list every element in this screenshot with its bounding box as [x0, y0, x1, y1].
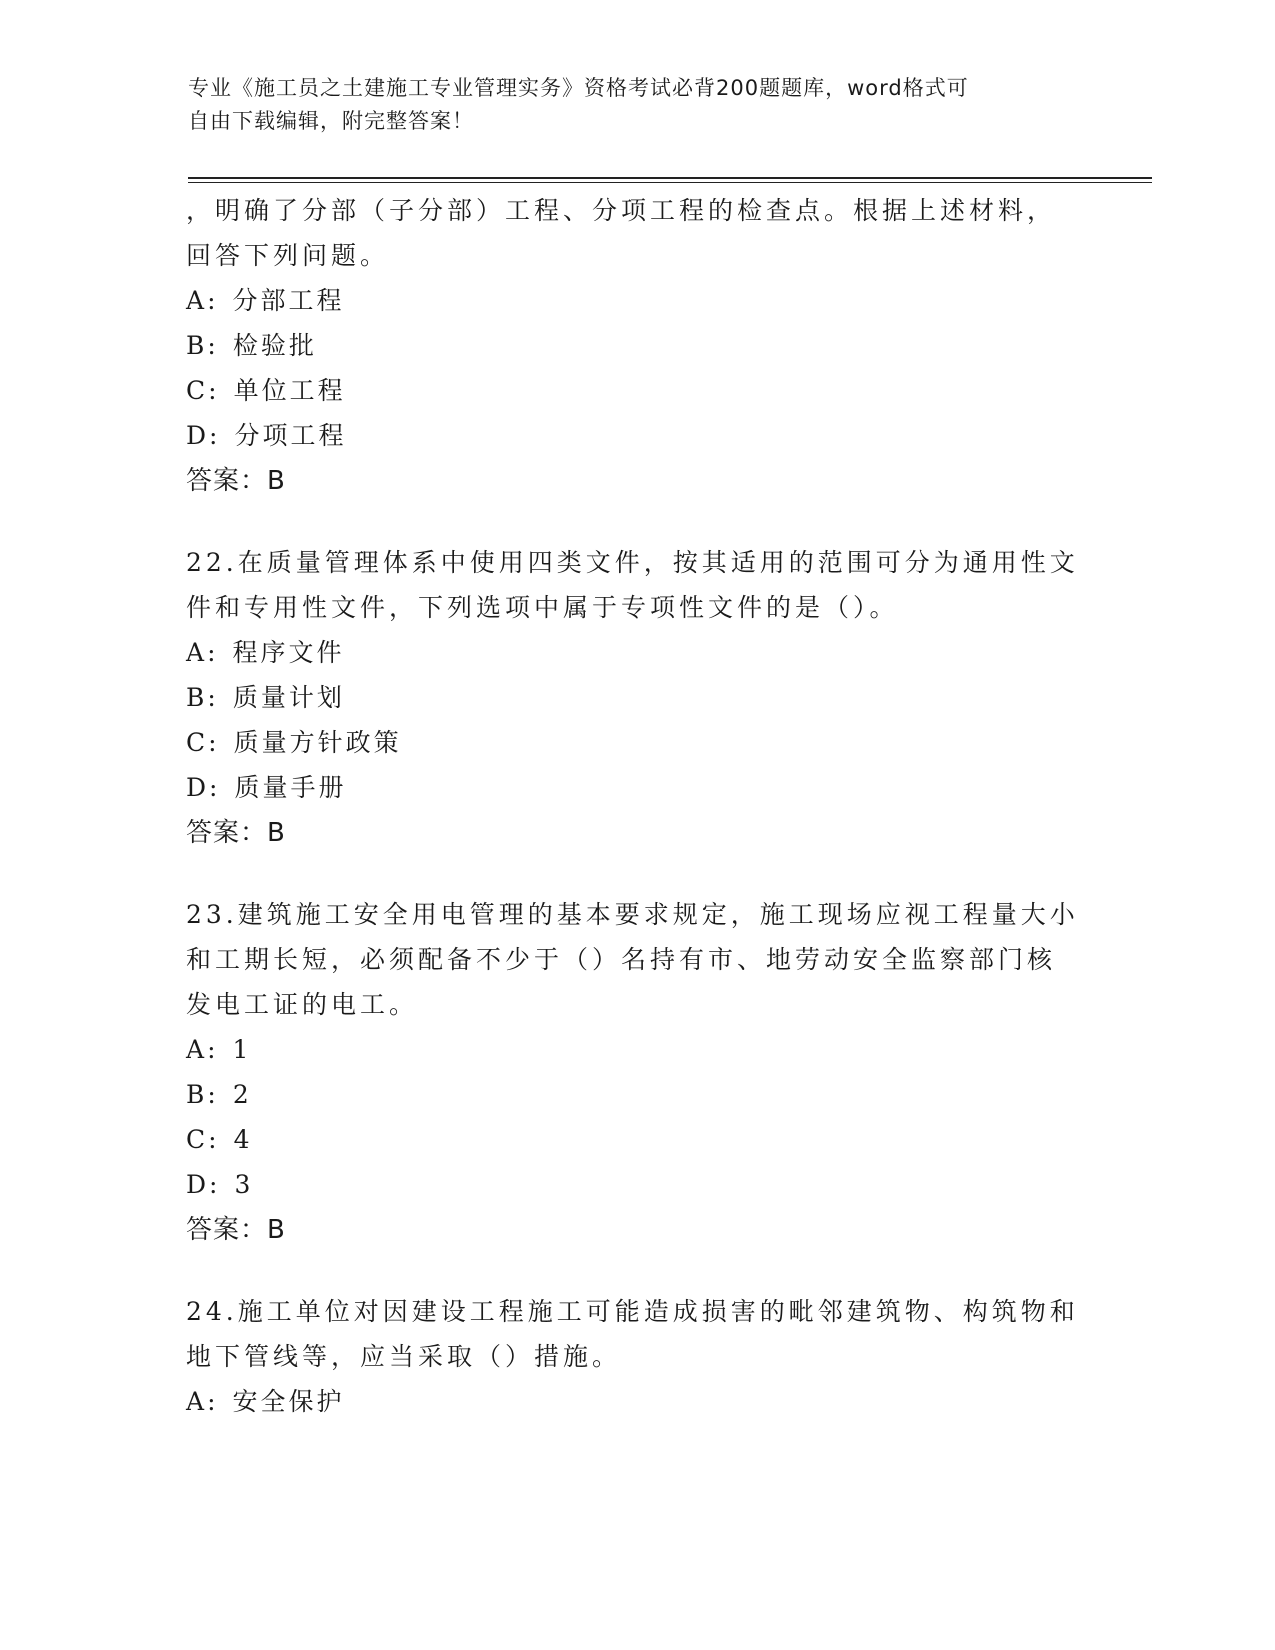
- option-letter: A: [186, 286, 208, 315]
- question-text-line: 件和专用性文件，下列选项中属于专项性文件的是（）。: [186, 593, 899, 622]
- option-letter: B: [186, 683, 208, 712]
- question-text-line: 22.在质量管理体系中使用四类文件，按其适用的范围可分为通用性文: [186, 548, 1079, 577]
- question-block: [186, 188, 1086, 504]
- option-d: D: 质量手册: [186, 773, 347, 802]
- option-text: 检验批: [232, 331, 317, 360]
- option-c: C: 4: [186, 1125, 253, 1154]
- option-text: 质量手册: [234, 773, 347, 802]
- question-text-line: 和工期长短，必须配备不少于（）名持有市、地劳动安全监察部门核: [186, 945, 1057, 974]
- option-letter: C: [186, 1125, 209, 1154]
- answer-line: 答案：B: [186, 466, 286, 496]
- option-text: 2: [232, 1080, 252, 1109]
- option-letter: D: [186, 1170, 210, 1199]
- option-a: A: 1: [186, 1035, 252, 1064]
- question-text-line: 地下管线等，应当采取（）措施。: [186, 1342, 622, 1371]
- option-letter: A: [186, 638, 208, 667]
- option-a: A: 分部工程: [186, 286, 345, 315]
- question-text-line: 23.建筑施工安全用电管理的基本要求规定，施工现场应视工程量大小: [186, 900, 1079, 929]
- question-block: [186, 892, 1086, 1253]
- header-line-2: 自由下载编辑，附完整答案！: [188, 109, 474, 133]
- question-text-line: ，明确了分部（子分部）工程、分项工程的检查点。根据上述材料，: [186, 196, 1057, 225]
- option-text: 单位工程: [233, 376, 346, 405]
- question-text-line: 回答下列问题。: [186, 241, 390, 270]
- option-letter: B: [186, 331, 208, 360]
- option-a: A: 安全保护: [186, 1387, 345, 1416]
- question-text-line: 发电工证的电工。: [186, 990, 419, 1019]
- option-text: 3: [234, 1170, 254, 1199]
- option-letter: A: [186, 1035, 208, 1064]
- answer-line: 答案：B: [186, 818, 286, 848]
- option-text: 质量方针政策: [233, 728, 402, 757]
- question-text-line: 24.施工单位对因建设工程施工可能造成损害的毗邻建筑物、构筑物和: [186, 1297, 1079, 1326]
- question-list: [186, 188, 1086, 1460]
- option-text: 安全保护: [232, 1387, 345, 1416]
- option-letter: C: [186, 728, 209, 757]
- option-c: C: 质量方针政策: [186, 728, 402, 757]
- option-b: B: 检验批: [186, 331, 317, 360]
- option-text: 4: [233, 1125, 253, 1154]
- option-letter: A: [186, 1387, 208, 1416]
- option-text: 质量计划: [232, 683, 345, 712]
- option-letter: C: [186, 376, 209, 405]
- option-d: D: 分项工程: [186, 421, 347, 450]
- option-letter: B: [186, 1080, 208, 1109]
- option-text: 1: [232, 1035, 252, 1064]
- document-header: [188, 72, 1068, 138]
- option-letter: D: [186, 773, 210, 802]
- option-b: B: 2: [186, 1080, 252, 1109]
- option-text: 分项工程: [234, 421, 347, 450]
- option-b: B: 质量计划: [186, 683, 345, 712]
- answer-line: 答案：B: [186, 1215, 286, 1245]
- question-block: [186, 540, 1086, 856]
- option-text: 分部工程: [232, 286, 345, 315]
- option-d: D: 3: [186, 1170, 254, 1199]
- option-letter: D: [186, 421, 210, 450]
- question-block: [186, 1289, 1086, 1424]
- header-line-1: 专业《施工员之土建施工专业管理实务》资格考试必背200题题库，word格式可: [188, 76, 969, 100]
- option-text: 程序文件: [232, 638, 345, 667]
- header-divider-thin: [188, 182, 1152, 183]
- header-divider-thick: [188, 177, 1152, 179]
- option-c: C: 单位工程: [186, 376, 346, 405]
- option-a: A: 程序文件: [186, 638, 345, 667]
